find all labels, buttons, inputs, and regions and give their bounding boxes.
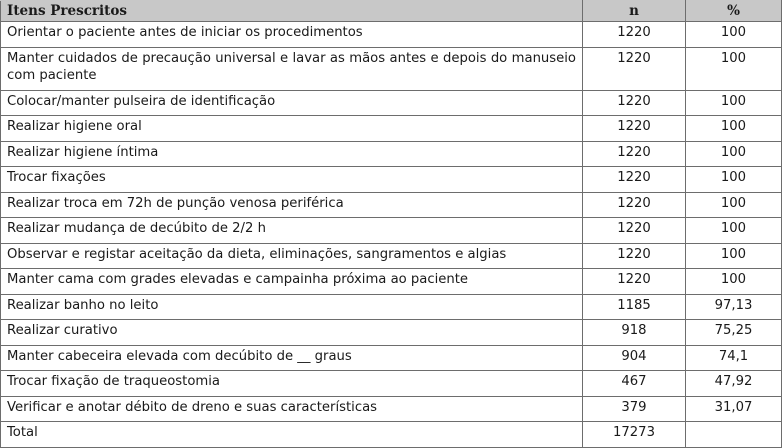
row-item: Realizar troca em 72h de punção venosa periférica — [1, 192, 583, 218]
row-n: 1220 — [583, 141, 686, 167]
row-n: 1220 — [583, 22, 686, 48]
row-percent: 75,25 — [686, 320, 782, 346]
row-n: 1220 — [583, 192, 686, 218]
row-percent: 100 — [686, 243, 782, 269]
row-item: Realizar mudança de decúbito de 2/2 h — [1, 218, 583, 244]
row-percent: 31,07 — [686, 396, 782, 422]
header-percent: % — [686, 1, 782, 22]
row-item: Realizar curativo — [1, 320, 583, 346]
header-n: n — [583, 1, 686, 22]
row-percent: 100 — [686, 269, 782, 295]
table-row — [1, 294, 782, 320]
row-n: 1220 — [583, 243, 686, 269]
total-percent — [686, 422, 782, 448]
row-n: 1220 — [583, 167, 686, 193]
total-n: 17273 — [583, 422, 686, 448]
row-n: 1220 — [583, 47, 686, 90]
row-n: 1220 — [583, 90, 686, 116]
row-percent: 47,92 — [686, 371, 782, 397]
table-row — [1, 218, 782, 244]
row-percent: 100 — [686, 90, 782, 116]
row-percent: 100 — [686, 218, 782, 244]
table-row — [1, 47, 782, 90]
row-percent: 74,1 — [686, 345, 782, 371]
row-percent: 100 — [686, 192, 782, 218]
table-row — [1, 320, 782, 346]
row-percent: 100 — [686, 47, 782, 90]
row-percent: 100 — [686, 22, 782, 48]
row-item: Realizar higiene íntima — [1, 141, 583, 167]
row-n: 904 — [583, 345, 686, 371]
row-item: Manter cama com grades elevadas e campainha próxima ao paciente — [1, 269, 583, 295]
row-item: Observar e registar aceitação da dieta, eliminações, sangramentos e algias — [1, 243, 583, 269]
row-percent: 100 — [686, 141, 782, 167]
table-row — [1, 116, 782, 142]
row-n: 1220 — [583, 269, 686, 295]
table-header-row — [1, 1, 782, 22]
row-percent: 97,13 — [686, 294, 782, 320]
row-item: Verificar e anotar débito de dreno e suas características — [1, 396, 583, 422]
row-n: 467 — [583, 371, 686, 397]
row-item: Trocar fixação de traqueostomia — [1, 371, 583, 397]
row-item: Colocar/manter pulseira de identificação — [1, 90, 583, 116]
table-row — [1, 141, 782, 167]
row-n: 379 — [583, 396, 686, 422]
row-item: Realizar banho no leito — [1, 294, 583, 320]
table-row — [1, 345, 782, 371]
table-row — [1, 22, 782, 48]
row-item: Manter cabeceira elevada com decúbito de __ graus — [1, 345, 583, 371]
table-row — [1, 396, 782, 422]
table-row — [1, 167, 782, 193]
table-row — [1, 90, 782, 116]
row-n: 1220 — [583, 116, 686, 142]
total-row — [1, 422, 782, 448]
table-row — [1, 371, 782, 397]
table-row — [1, 192, 782, 218]
row-item: Orientar o paciente antes de iniciar os procedimentos — [1, 22, 583, 48]
row-item: Trocar fixações — [1, 167, 583, 193]
header-items: Itens Prescritos — [1, 1, 583, 22]
row-n: 1220 — [583, 218, 686, 244]
row-item: Manter cuidados de precaução universal e lavar as mãos antes e depois do manuseio com paciente — [1, 47, 583, 90]
table-row — [1, 269, 782, 295]
table-row — [1, 243, 782, 269]
row-n: 1185 — [583, 294, 686, 320]
row-percent: 100 — [686, 167, 782, 193]
row-item: Realizar higiene oral — [1, 116, 583, 142]
row-percent: 100 — [686, 116, 782, 142]
row-n: 918 — [583, 320, 686, 346]
total-label: Total — [1, 422, 583, 448]
